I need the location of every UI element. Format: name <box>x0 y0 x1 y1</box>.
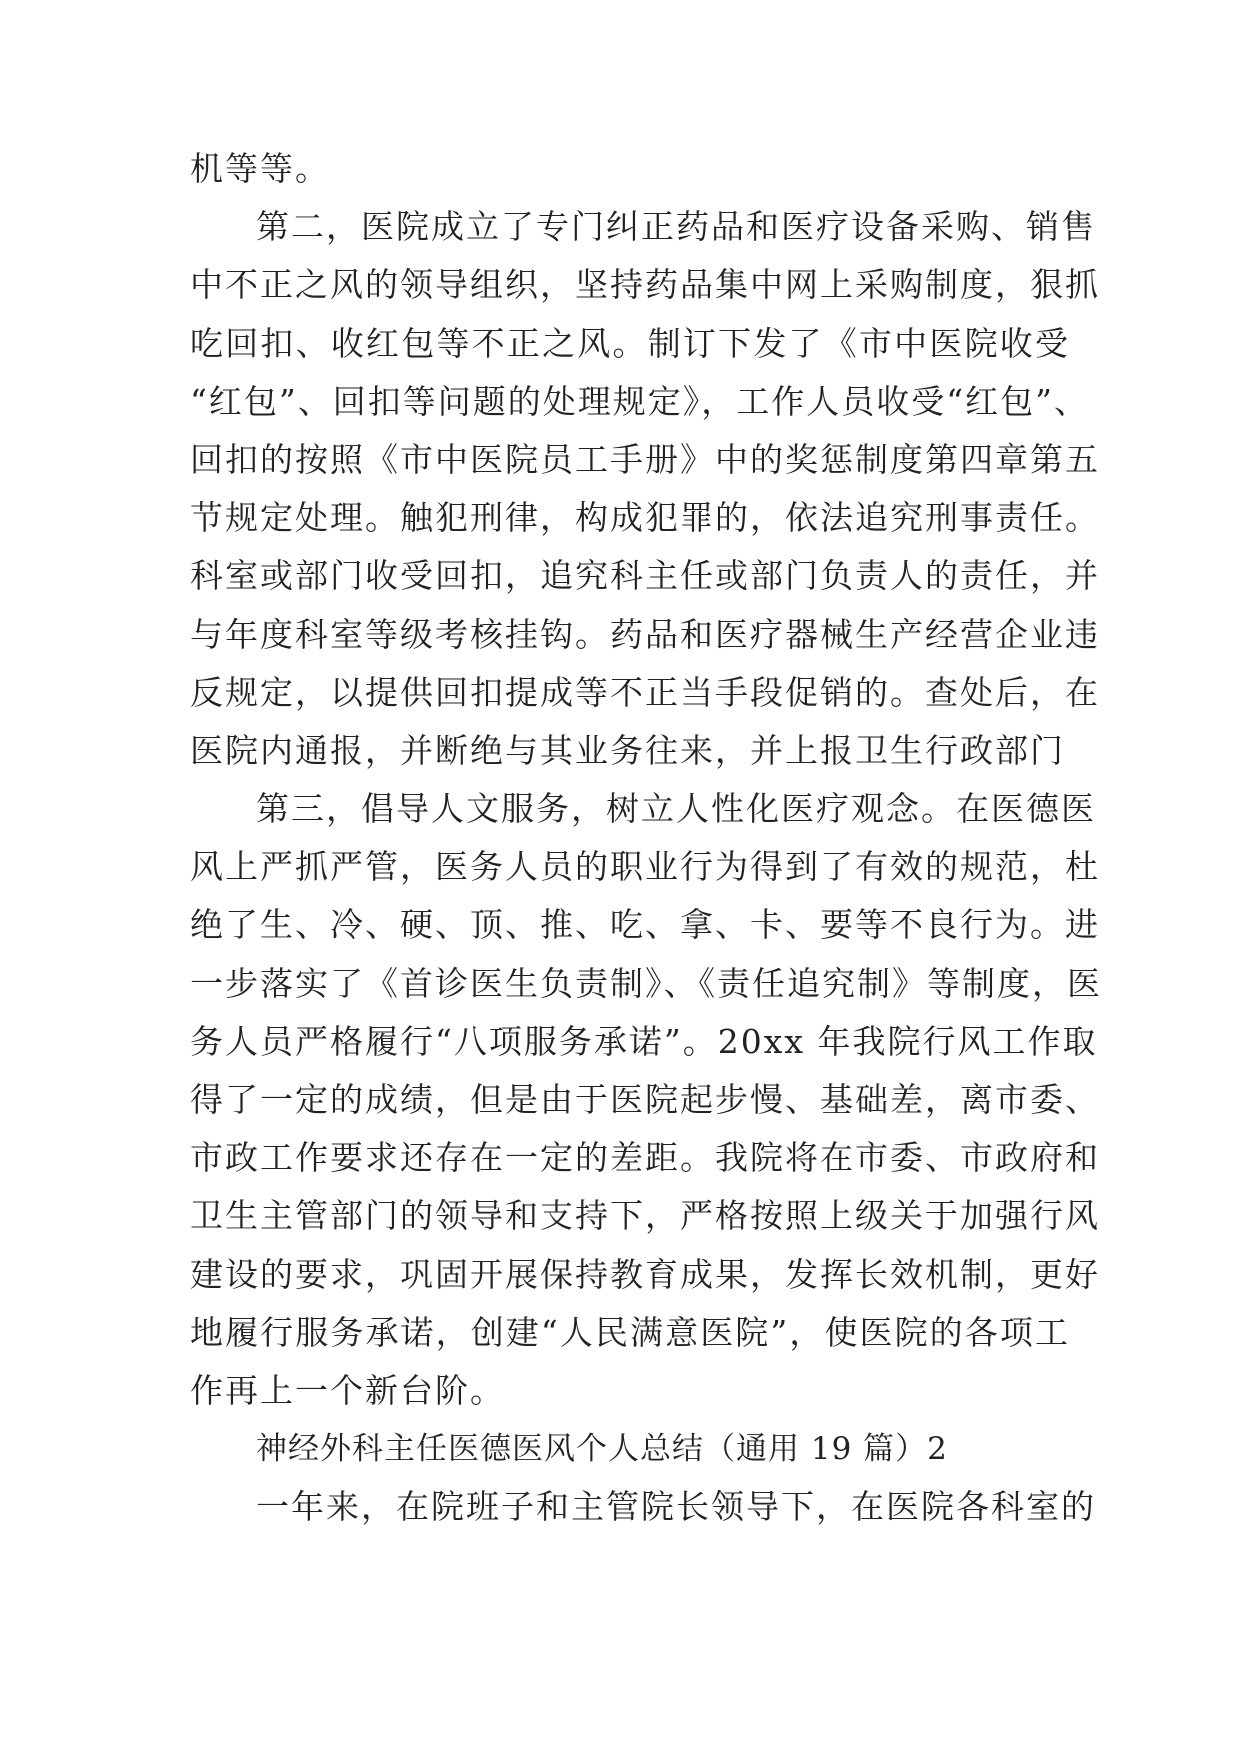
paragraph-line: 建设的要求，巩固开展保持教育成果，发挥长效机制，更好 <box>190 1254 1100 1294</box>
paragraph-line: “红包”、回扣等问题的处理规定》，工作人员收受“红包”、 <box>190 381 1089 421</box>
paragraph-line: 回扣的按照《市中医院员工手册》中的奖惩制度第四章第五 <box>190 439 1100 479</box>
paragraph-line: 作再上一个新台阶。 <box>190 1370 505 1410</box>
paragraph-line: 务人员严格履行“八项服务承诺”。20xx 年我院行风工作取 <box>190 1021 1098 1061</box>
paragraph-line: 地履行服务承诺，创建“人民满意医院”，使医院的各项工 <box>190 1312 1070 1352</box>
paragraph-line: 科室或部门收受回扣，追究科主任或部门负责人的责任，并 <box>190 556 1100 596</box>
document-page <box>190 140 1102 1537</box>
paragraph-line: 市政工作要求还存在一定的差距。我院将在市委、市政府和 <box>190 1138 1100 1178</box>
paragraph-line: 反规定，以提供回扣提成等不正当手段促销的。查处后，在 <box>190 672 1100 712</box>
paragraph-line: 医院内通报，并断绝与其业务往来，并上报卫生行政部门 <box>190 730 1065 770</box>
paragraph-line: 得了一定的成绩，但是由于医院起步慢、基础差，离市委、 <box>190 1080 1100 1119</box>
paragraph-line: 第二，医院成立了专门纠正药品和医疗设备采购、销售 <box>256 207 1096 247</box>
paragraph-line: 与年度科室等级考核挂钩。药品和医疗器械生产经营企业违 <box>190 614 1100 654</box>
paragraph-line: 中不正之风的领导组织，坚持药品集中网上采购制度，狠抓 <box>190 265 1100 305</box>
paragraph-line: 机等等。 <box>190 149 330 188</box>
paragraph-line: 吃回扣、收红包等不正之风。制订下发了《市中医院收受 <box>190 323 1070 363</box>
paragraph-line: 一年来，在院班子和主管院长领导下，在医院各科室的 <box>256 1487 1096 1527</box>
paragraph-line: 一步落实了《首诊医生负责制》、《责任追究制》等制度，医 <box>190 963 1102 1003</box>
paragraph-line: 卫生主管部门的领导和支持下，严格按照上级关于加强行风 <box>190 1196 1100 1236</box>
paragraph-line: 第三，倡导人文服务，树立人性化医疗观念。在医德医 <box>256 789 1096 829</box>
section-heading: 神经外科主任医德医风个人总结（通用 19 篇）2 <box>256 1431 948 1468</box>
paragraph-line: 风上严抓严管，医务人员的职业行为得到了有效的规范，杜 <box>190 847 1100 887</box>
paragraph-line: 绝了生、冷、硬、顶、推、吃、拿、卡、要等不良行为。进 <box>190 905 1100 945</box>
paragraph-line: 节规定处理。触犯刑律，构成犯罪的，依法追究刑事责任。 <box>190 498 1100 538</box>
